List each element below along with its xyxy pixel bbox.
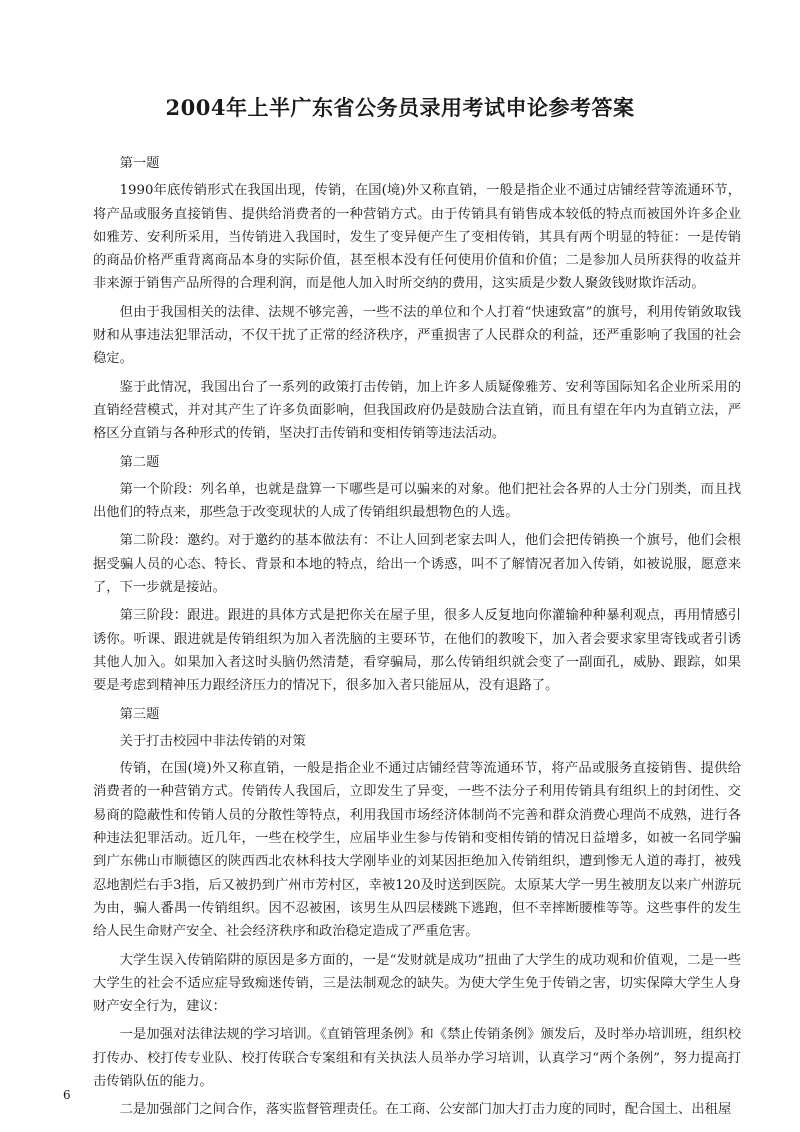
- page-title: 2004年上半广东省公务员录用考试申论参考答案: [165, 95, 635, 120]
- section-heading: 第一题: [119, 156, 160, 171]
- page-number: 6: [63, 1088, 71, 1102]
- document-body: [93, 152, 741, 1127]
- paragraph: 第三阶段：跟进。跟进的具体方式是把你关在屋子里，很多人反复地向你灌输种种暴利观点，再用情感引诱你。听课、跟进就是传销组织为加入者洗脑的主要环节，在他们的教唆下，加入者会要求家里寄钱或者引诱其他人加入。如果加入者这时头脑仍然清楚，看穿骗局，那么传销组织就会变了一副面孔，威胁、跟踪，如果要是考虑到精神压力跟经济压力的情况下，很多加入者只能屈从，没有退路了。: [93, 608, 741, 694]
- paragraph: 大学生误入传销陷阱的原因是多方面的，一是“发财就是成功”扭曲了大学生的成功观和价值观，二是一些大学生的社会不适应症导致痴迷传销，三是法制观念的缺失。为使大学生免于传销之害，切实保障大学生人身财产安全行为，建议：: [93, 952, 741, 1015]
- section-heading: 第二题: [119, 454, 160, 470]
- paragraph: 1990年底传销形式在我国出现，传销，在国(境)外又称直销，一般是指企业不通过店铺经营等流通环节，将产品或服务直接销售、提供给消费者的一种营销方式。由于传销具有销售成本较低的特点而被国外许多企业如雅芳、安利所采用，当传销进入我国时，发生了变异便产生了变相传销，其具有两个明显的特征：一是传销的商品价格严重背离商品本身的实际价值，甚至根本没有任何使用价值和价值；二是参加人员所获得的收益并非来源于销售产品所得的合理利润，而是他人加入时所交纳的费用，这实质是少数人聚敛钱财欺诈活动。: [93, 183, 741, 292]
- paragraph: 鉴于此情况，我国出台了一系列的政策打击传销，加上许多人质疑像雅芳、安利等国际知名企业所采用的直销经营模式，并对其产生了许多负面影响，但我国政府仍是鼓励合法直销，而且有望在年内为直销立法，严格区分直销与各种形式的传销，坚决打击传销和变相传销等违法活动。: [93, 379, 741, 442]
- section-heading: 第三题: [119, 706, 160, 722]
- paragraph: 一是加强对法律法规的学习培训。《直销管理条例》和《禁止传销条例》颁发后，及时举办培训班，组织校打传办、校打传专业队、校打传联合专案组和有关执法人员举办学习培训，认真学习“两个条例”，努力提高打击传销队伍的能力。: [93, 1027, 741, 1089]
- paragraph: 二是加强部门之间合作，落实监督管理责任。在工商、公安部门加大打击力度的同时，配合国土、出租屋: [119, 1102, 732, 1118]
- essay-title: 关于打击校园中非法传销的对策: [119, 733, 306, 749]
- paragraph: 第一个阶段：列名单，也就是盘算一下哪些是可以骗来的对象。他们把社会各界的人士分门别类，而且找出他们的特点来，那些急于改变现状的人成了传销组织最想物色的人选。: [93, 481, 741, 521]
- paragraph: 传销，在国(境)外又称直销，一般是指企业不通过店铺经营等流通环节，将产品或服务直接销售、提供给消费者的一种营销方式。传销传人我国后，立即发生了异变，一些不法分子利用传销具有组织上的封闭性、交易商的隐蔽性和传销人员的分散性等特点，利用我国市场经济体制尚不完善和群众消费心理尚不成熟，进行各种违法犯罪活动。近几年，一些在校学生，应届毕业生参与传销和变相传销的情况日益增多，如被一名同学骗到广东佛山市顺德区的陕西西北农林科技大学刚毕业的刘某因拒绝加入传销组织，遭到惨无人道的毒打，被残忍地割烂右手3指，后又被扔到广州市芳村区，幸被120及时送到医院。太原某大学一男生被朋友以来广州游玩为由，骗人番禺一传销组织。因不忍被困，该男生从四层楼跳下逃跑，但不幸摔断腰椎等等。这些事件的发生给人民生命财产安全、社会经济秩序和政治稳定造成了严重危害。: [93, 761, 741, 940]
- paragraph: 但由于我国相关的法律、法规不够完善，一些不法的单位和个人打着“快速致富”的旗号，利用传销敛取钱财和从事违法犯罪活动，不仅干扰了正常的经济秩序，严重损害了人民群众的利益，还严重影响了我国的社会稳定。: [93, 304, 741, 367]
- paragraph: 第二阶段：邀约。对于邀约的基本做法有：不让人回到老家去叫人，他们会把传销换一个旗号，他们会根据受骗人员的心态、特长、背景和本地的特点，给出一个诱惑，叫不了解情况者加入传销，如被说服，愿意来了，下一步就是接站。: [93, 533, 741, 596]
